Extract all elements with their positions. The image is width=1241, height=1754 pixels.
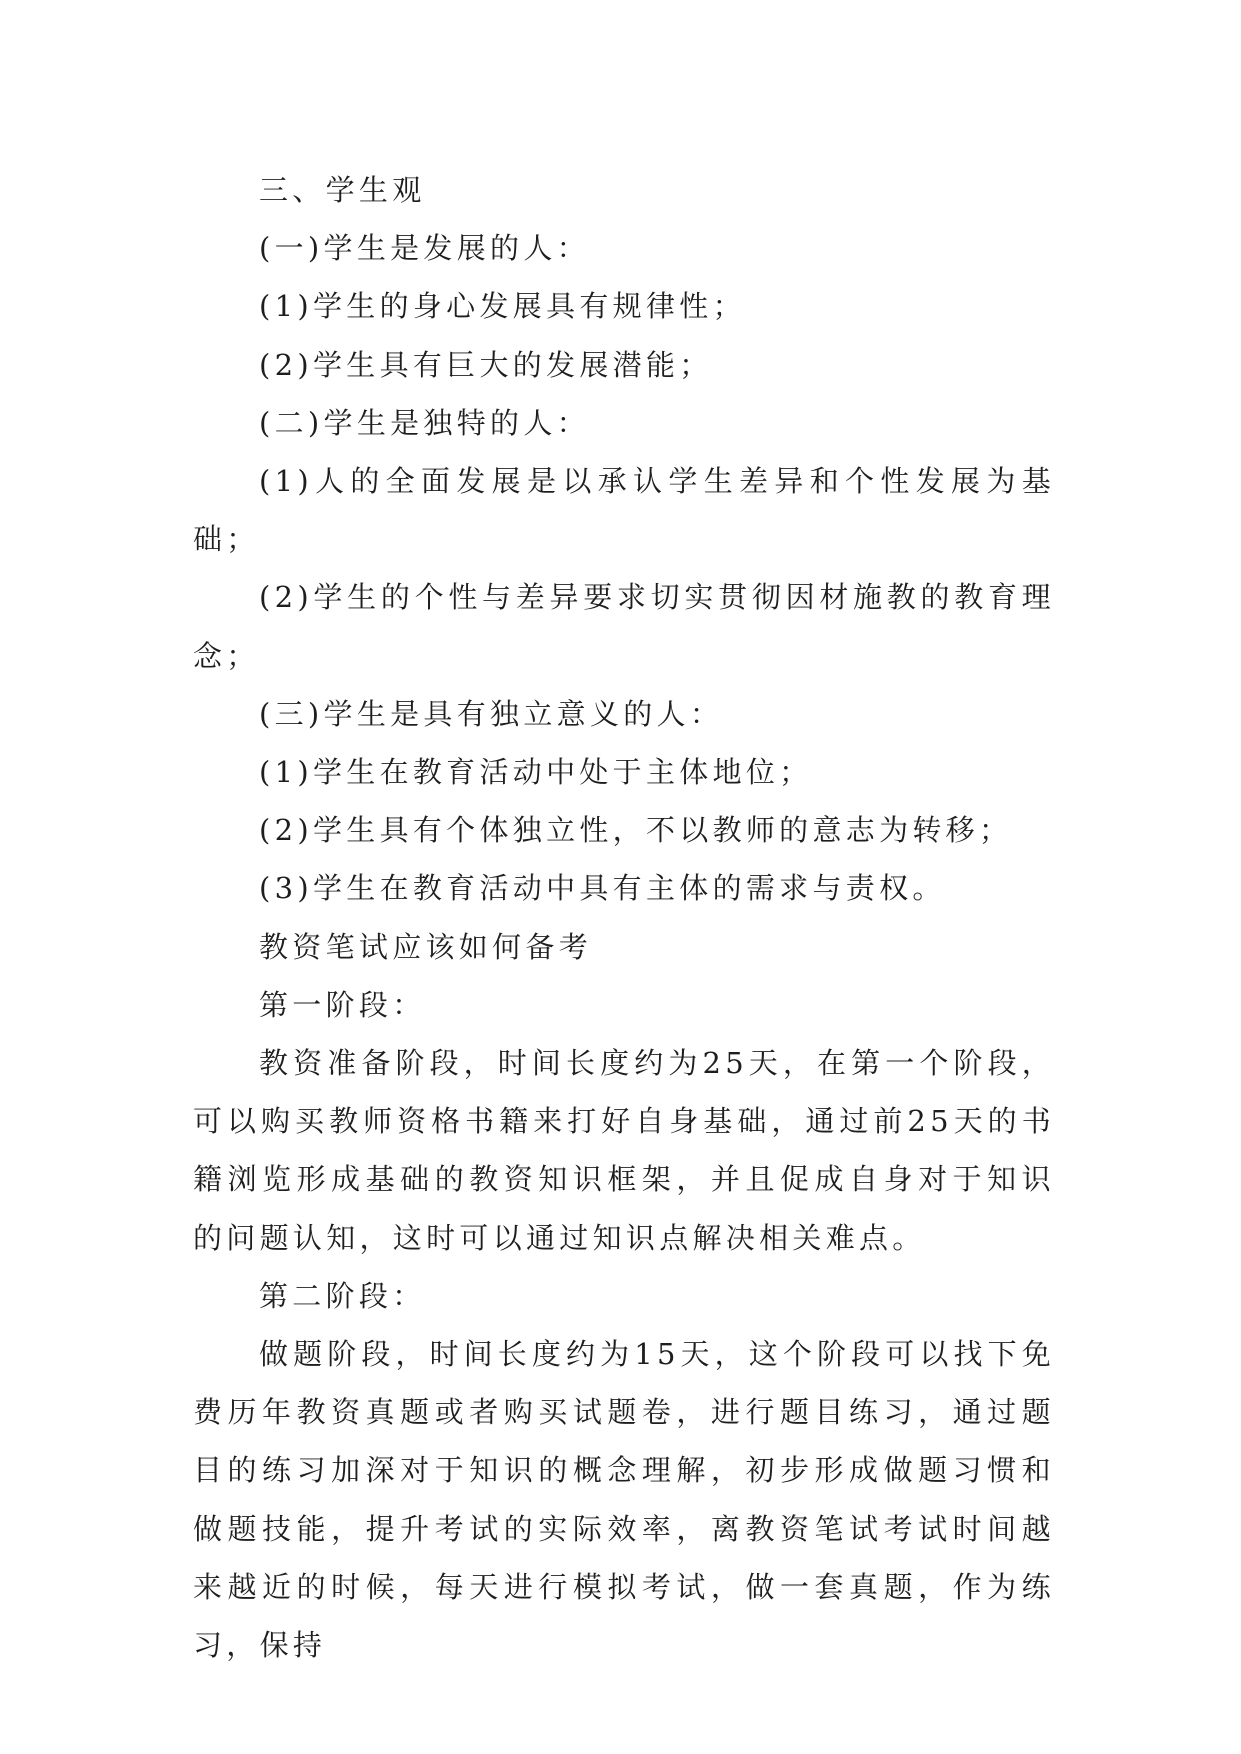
- stage-heading-one: 第一阶段：: [259, 987, 426, 1022]
- document-body: [193, 161, 1055, 1674]
- stage-heading-two: 第二阶段：: [259, 1278, 426, 1313]
- body-paragraph: 教资准备阶段，时间长度约为25天，在第一个阶段，可以购买教师资格书籍来打好自身基础，通过前25天的书籍浏览形成基础的教资知识框架，并且促成自身对于知识的问题认知，这时可以通过知识点解决相关难点。: [193, 1046, 1055, 1255]
- list-item: (2)学生具有巨大的发展潜能；: [259, 347, 713, 382]
- section-heading-exam-prep: 教资笔试应该如何备考: [259, 929, 593, 964]
- subheading-student-unique: (二)学生是独特的人：: [259, 405, 590, 440]
- list-item: (2)学生的个性与差异要求切实贯彻因材施教的教育理念；: [193, 580, 1055, 673]
- section-heading-student-view: 三、学生观: [259, 173, 426, 207]
- body-paragraph: 做题阶段，时间长度约为15天，这个阶段可以找下免费历年教资真题或者购买试题卷，进行题目练习，通过题目的练习加深对于知识的概念理解，初步形成做题习惯和做题技能，提升考试的实际效率，离教资笔试考试时间越来越近的时候，每天进行模拟考试，做一套真题，作为练习，保持: [193, 1337, 1055, 1663]
- subheading-student-independent: (三)学生是具有独立意义的人：: [259, 696, 724, 731]
- list-item: (1)学生的身心发展具有规律性；: [259, 289, 746, 324]
- list-item: (3)学生在教育活动中具有主体的需求与责权。: [259, 871, 946, 906]
- subheading-student-developing: (一)学生是发展的人：: [259, 231, 590, 266]
- list-item: (2)学生具有个体独立性，不以教师的意志为转移；: [259, 813, 1013, 848]
- list-item: (1)人的全面发展是以承认学生差异和个性发展为基础；: [193, 464, 1055, 557]
- list-item: (1)学生在教育活动中处于主体地位；: [259, 755, 813, 790]
